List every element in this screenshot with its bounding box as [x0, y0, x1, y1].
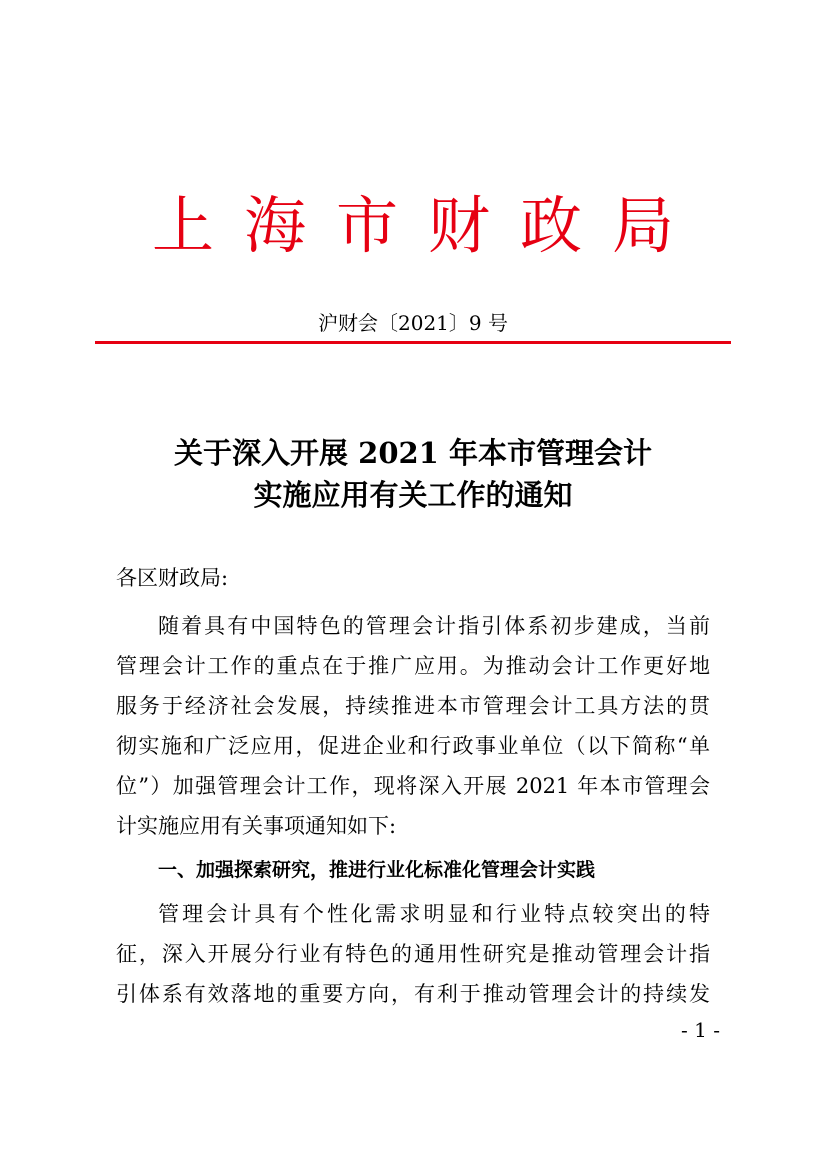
paragraph-1-line: 彻实施和广泛应用，促进企业和行政事业单位（以下简称“单: [116, 734, 710, 758]
paragraph-1-line: 服务于经济社会发展，持续推进本市管理会计工具方法的贯: [116, 694, 710, 718]
document-number: 沪财会〔2021〕9 号: [318, 311, 508, 335]
paragraph-1-line: 计实施应用有关事项通知如下:: [116, 814, 397, 838]
salutation: 各区财政局:: [116, 566, 229, 590]
document-title-line-1: 关于深入开展 2021 年本市管理会计: [174, 436, 652, 470]
paragraph-1-line: 管理会计工作的重点在于推广应用。为推动会计工作更好地: [116, 654, 710, 678]
document-title-line-2: 实施应用有关工作的通知: [253, 478, 573, 512]
section-1-heading: 一、加强探索研究，推进行业化标准化管理会计实践: [158, 859, 596, 881]
paragraph-1-line: 随着具有中国特色的管理会计指引体系初步建成，当前: [158, 614, 710, 638]
red-header-rule: [95, 341, 731, 344]
page-number: - 1 -: [681, 1018, 720, 1042]
section-1-line: 管理会计具有个性化需求明显和行业特点较突出的特: [158, 902, 710, 926]
section-1-line: 引体系有效落地的重要方向，有利于推动管理会计的持续发: [116, 982, 710, 1006]
section-1-line: 征，深入开展分行业有特色的通用性研究是推动管理会计指: [116, 942, 710, 966]
paragraph-1-line: 位”）加强管理会计工作，现将深入开展 2021 年本市管理会: [116, 774, 710, 798]
issuing-organization-title: 上海市财政局: [151, 189, 704, 262]
